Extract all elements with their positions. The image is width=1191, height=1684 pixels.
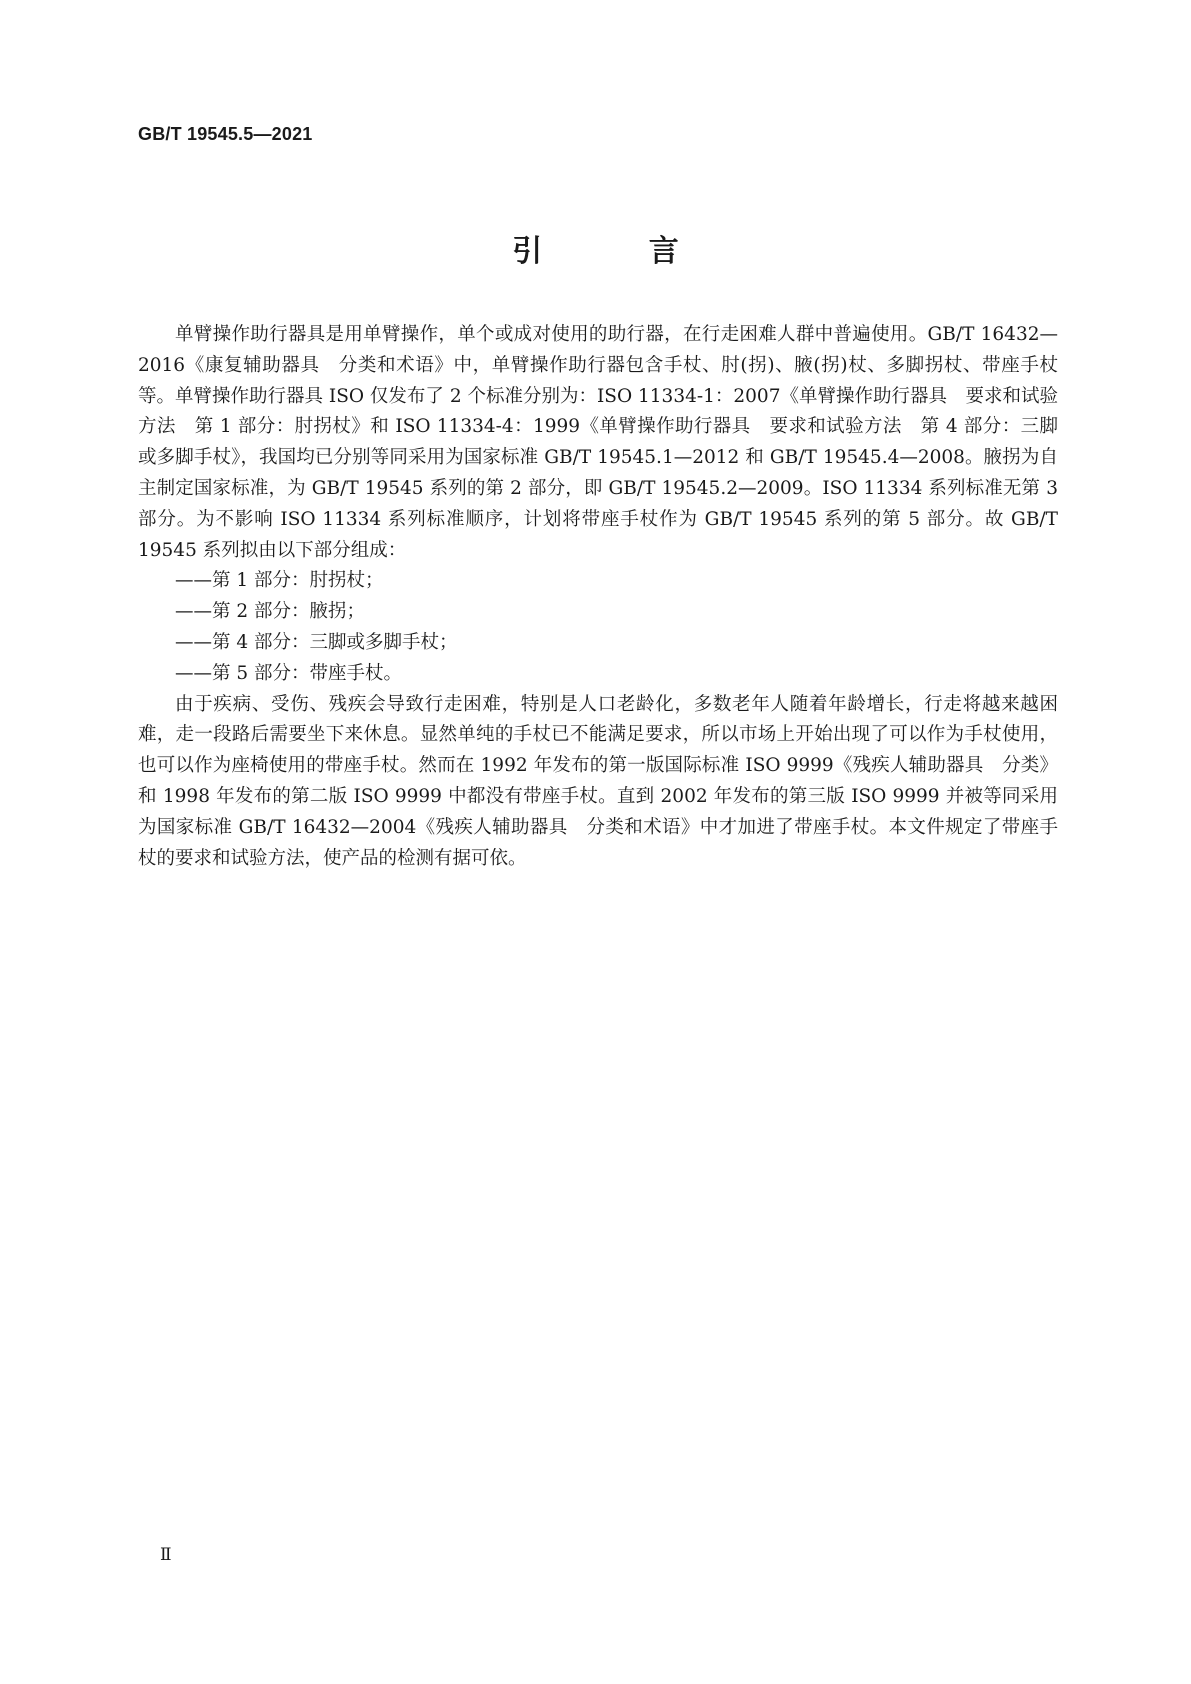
list-item: ——第 1 部分：肘拐杖；: [175, 570, 384, 592]
parts-list: [138, 566, 1058, 689]
intro-paragraph: 单臂操作助行器具是用单臂操作，单个或成对使用的助行器，在行走困难人群中普遍使用。GB/T 16432—2016《康复辅助器具 分类和术语》中，单臂操作助行器包含手杖、肘(拐)、腋(拐)杖、多脚拐杖、带座手杖等。单臂操作助行器具 ISO 仅发布了 2 个标准分别为：ISO 11334-1：2007《单臂操作助行器具 要求和试验方法 第 1 部分：肘拐杖》和 ISO 11334-4：1999《单臂操作助行器具 要求和试验方法 第 4 部分：三脚或多脚手杖》，我国均已分别等同采用为国家标准 GB/T 19545.1—2012 和 GB/T 19545.4—2008。腋拐为自主制定国家标准，为 GB/T 19545 系列的第 2 部分，即 GB/T 19545.2—2009。ISO 11334 系列标准无第 3 部分。为不影响 ISO 11334 系列标准顺序，计划将带座手杖作为 GB/T 19545 系列的第 5 部分。故 GB/T 19545 系列拟由以下部分组成：: [138, 324, 1058, 561]
document-code: GB/T 19545.5—2021: [138, 124, 313, 144]
list-item: ——第 2 部分：腋拐；: [175, 601, 366, 623]
main-content: [138, 320, 1058, 874]
second-paragraph: 由于疾病、受伤、残疾会导致行走困难，特别是人口老龄化，多数老年人随着年龄增长，行走将越来越困难，走一段路后需要坐下来休息。显然单纯的手杖已不能满足要求，所以市场上开始出现了可以作为手杖使用，也可以作为座椅使用的带座手杖。然而在 1992 年发布的第一版国际标准 ISO 9999《残疾人辅助器具 分类》和 1998 年发布的第二版 ISO 9999 中都没有带座手杖。直到 2002 年发布的第三版 ISO 9999 并被等同采用为国家标准 GB/T 16432—2004《残疾人辅助器具 分类和术语》中才加进了带座手杖。本文件规定了带座手杖的要求和试验方法，使产品的检测有据可依。: [138, 693, 1058, 869]
list-item: ——第 4 部分：三脚或多脚手杖；: [175, 631, 458, 653]
page-title: 引 言: [512, 234, 727, 269]
list-item: ——第 5 部分：带座手杖。: [175, 662, 403, 684]
page-number: Ⅱ: [160, 1545, 172, 1565]
